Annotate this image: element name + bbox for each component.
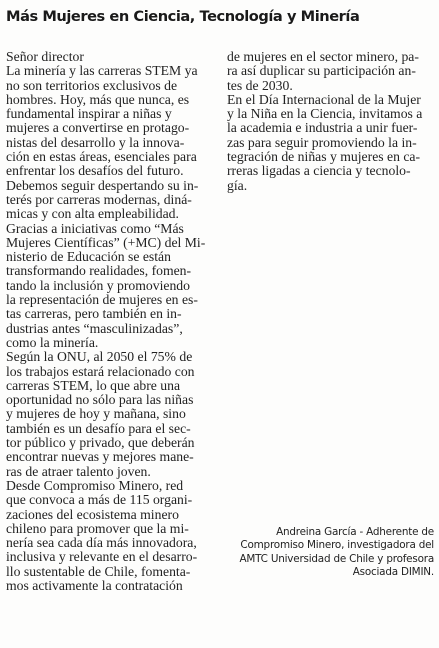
body-text-line: gía. bbox=[227, 177, 248, 193]
body-text-line: tegración de niñas y mujeres en ca- bbox=[227, 149, 421, 165]
body-text-line: también es un desafío para el sec- bbox=[6, 420, 191, 436]
body-text-line: mujeres a convertirse en protago- bbox=[6, 120, 190, 136]
signature-line: Andreina García - Adherente de bbox=[276, 526, 434, 538]
body-text-line: ción en estas áreas, esenciales para bbox=[6, 149, 197, 165]
body-text-line: tes de 2030. bbox=[227, 77, 293, 93]
body-text-line: chileno para promover que la mi- bbox=[6, 520, 189, 536]
body-text-line: Gracias a iniciativas como “Más bbox=[6, 220, 184, 236]
body-text-line: dustrias antes “masculinizadas”, bbox=[6, 320, 183, 336]
body-text-line: transformando realidades, fomen- bbox=[6, 263, 192, 279]
body-text-line: llo sustentable de Chile, fomenta- bbox=[6, 563, 191, 579]
body-text-line: oportunidad no sólo para las niñas bbox=[6, 392, 194, 408]
body-text-line: y mujeres de hoy y mañana, sino bbox=[6, 406, 186, 422]
body-text-line: Según la ONU, al 2050 el 75% de bbox=[6, 349, 193, 365]
signature-line: AMTC Universidad de Chile y profesora bbox=[239, 552, 434, 565]
body-text-line: Señor director bbox=[6, 49, 84, 64]
body-text-line: La minería y las carreras STEM ya bbox=[6, 63, 198, 79]
body-text-line: hombres. Hoy, más que nunca, es bbox=[6, 91, 190, 107]
body-text-line: fundamental inspirar a niñas y bbox=[6, 106, 172, 122]
letter-body-right-column bbox=[227, 50, 435, 193]
author-signature bbox=[222, 526, 434, 579]
body-text-line: tor público y privado, que deberán bbox=[6, 435, 195, 451]
body-text-line: zaciones del ecosistema minero bbox=[6, 506, 179, 522]
letter-body-left-column bbox=[6, 50, 216, 593]
body-text-line: la academia e industria a unir fuer- bbox=[227, 120, 418, 136]
body-text-line: Debemos seguir despertando su in- bbox=[6, 177, 199, 193]
body-text-line: mos activamente la contratación bbox=[6, 577, 183, 593]
body-text-line: Mujeres Científicas” (+MC) del Mi- bbox=[6, 234, 206, 250]
signature-line: Compromiso Minero, investigadora del bbox=[240, 539, 434, 552]
body-text-line: los trabajos estará relacionado con bbox=[6, 363, 195, 379]
body-text-line: enfrentar los desafíos del futuro. bbox=[6, 163, 184, 179]
body-text-line: Desde Compromiso Minero, red bbox=[6, 477, 184, 493]
body-text-line: nistas del desarrollo y la innova- bbox=[6, 134, 185, 150]
body-text-line: ras de atraer talento joven. bbox=[6, 463, 151, 479]
body-text-line: que convoca a más de 115 organi- bbox=[6, 492, 193, 508]
body-text-line: terés por carreras modernas, diná- bbox=[6, 191, 192, 207]
body-text-line: no son territorios exclusivos de bbox=[6, 77, 178, 93]
body-text-line: micas y con alta empleabilidad. bbox=[6, 206, 179, 222]
body-text-line: En el Día Internacional de la Mujer bbox=[227, 91, 421, 107]
body-text-line: carreras STEM, lo que abre una bbox=[6, 377, 181, 393]
body-text-line: la representación de mujeres en es- bbox=[6, 292, 198, 308]
body-text-line: inclusiva y relevante en el desarro- bbox=[6, 549, 198, 565]
body-text-line: nisterio de Educación se están bbox=[6, 249, 171, 265]
body-text-line: de mujeres en el sector minero, pa- bbox=[227, 49, 419, 64]
body-text-line: y la Niña en la Ciencia, invitamos a bbox=[227, 106, 423, 122]
body-text-line: ra así duplicar su participación an- bbox=[227, 63, 416, 79]
signature-line: Asociada DIMIN. bbox=[352, 565, 434, 578]
body-text-line: tando la inclusión y promoviendo bbox=[6, 277, 190, 293]
article-title: Más Mujeres en Ciencia, Tecnología y Minería bbox=[6, 8, 360, 25]
body-text-line: encontrar nuevas y mejores mane- bbox=[6, 449, 194, 465]
body-text-line: nería sea cada día más innovadora, bbox=[6, 535, 197, 551]
body-text-line: como la minería. bbox=[6, 334, 99, 350]
body-text-line: rreras ligadas a ciencia y tecnolo- bbox=[227, 163, 411, 179]
body-text-line: zas para seguir promoviendo la in- bbox=[227, 134, 417, 150]
body-text-line: tas carreras, pero también en in- bbox=[6, 306, 182, 322]
